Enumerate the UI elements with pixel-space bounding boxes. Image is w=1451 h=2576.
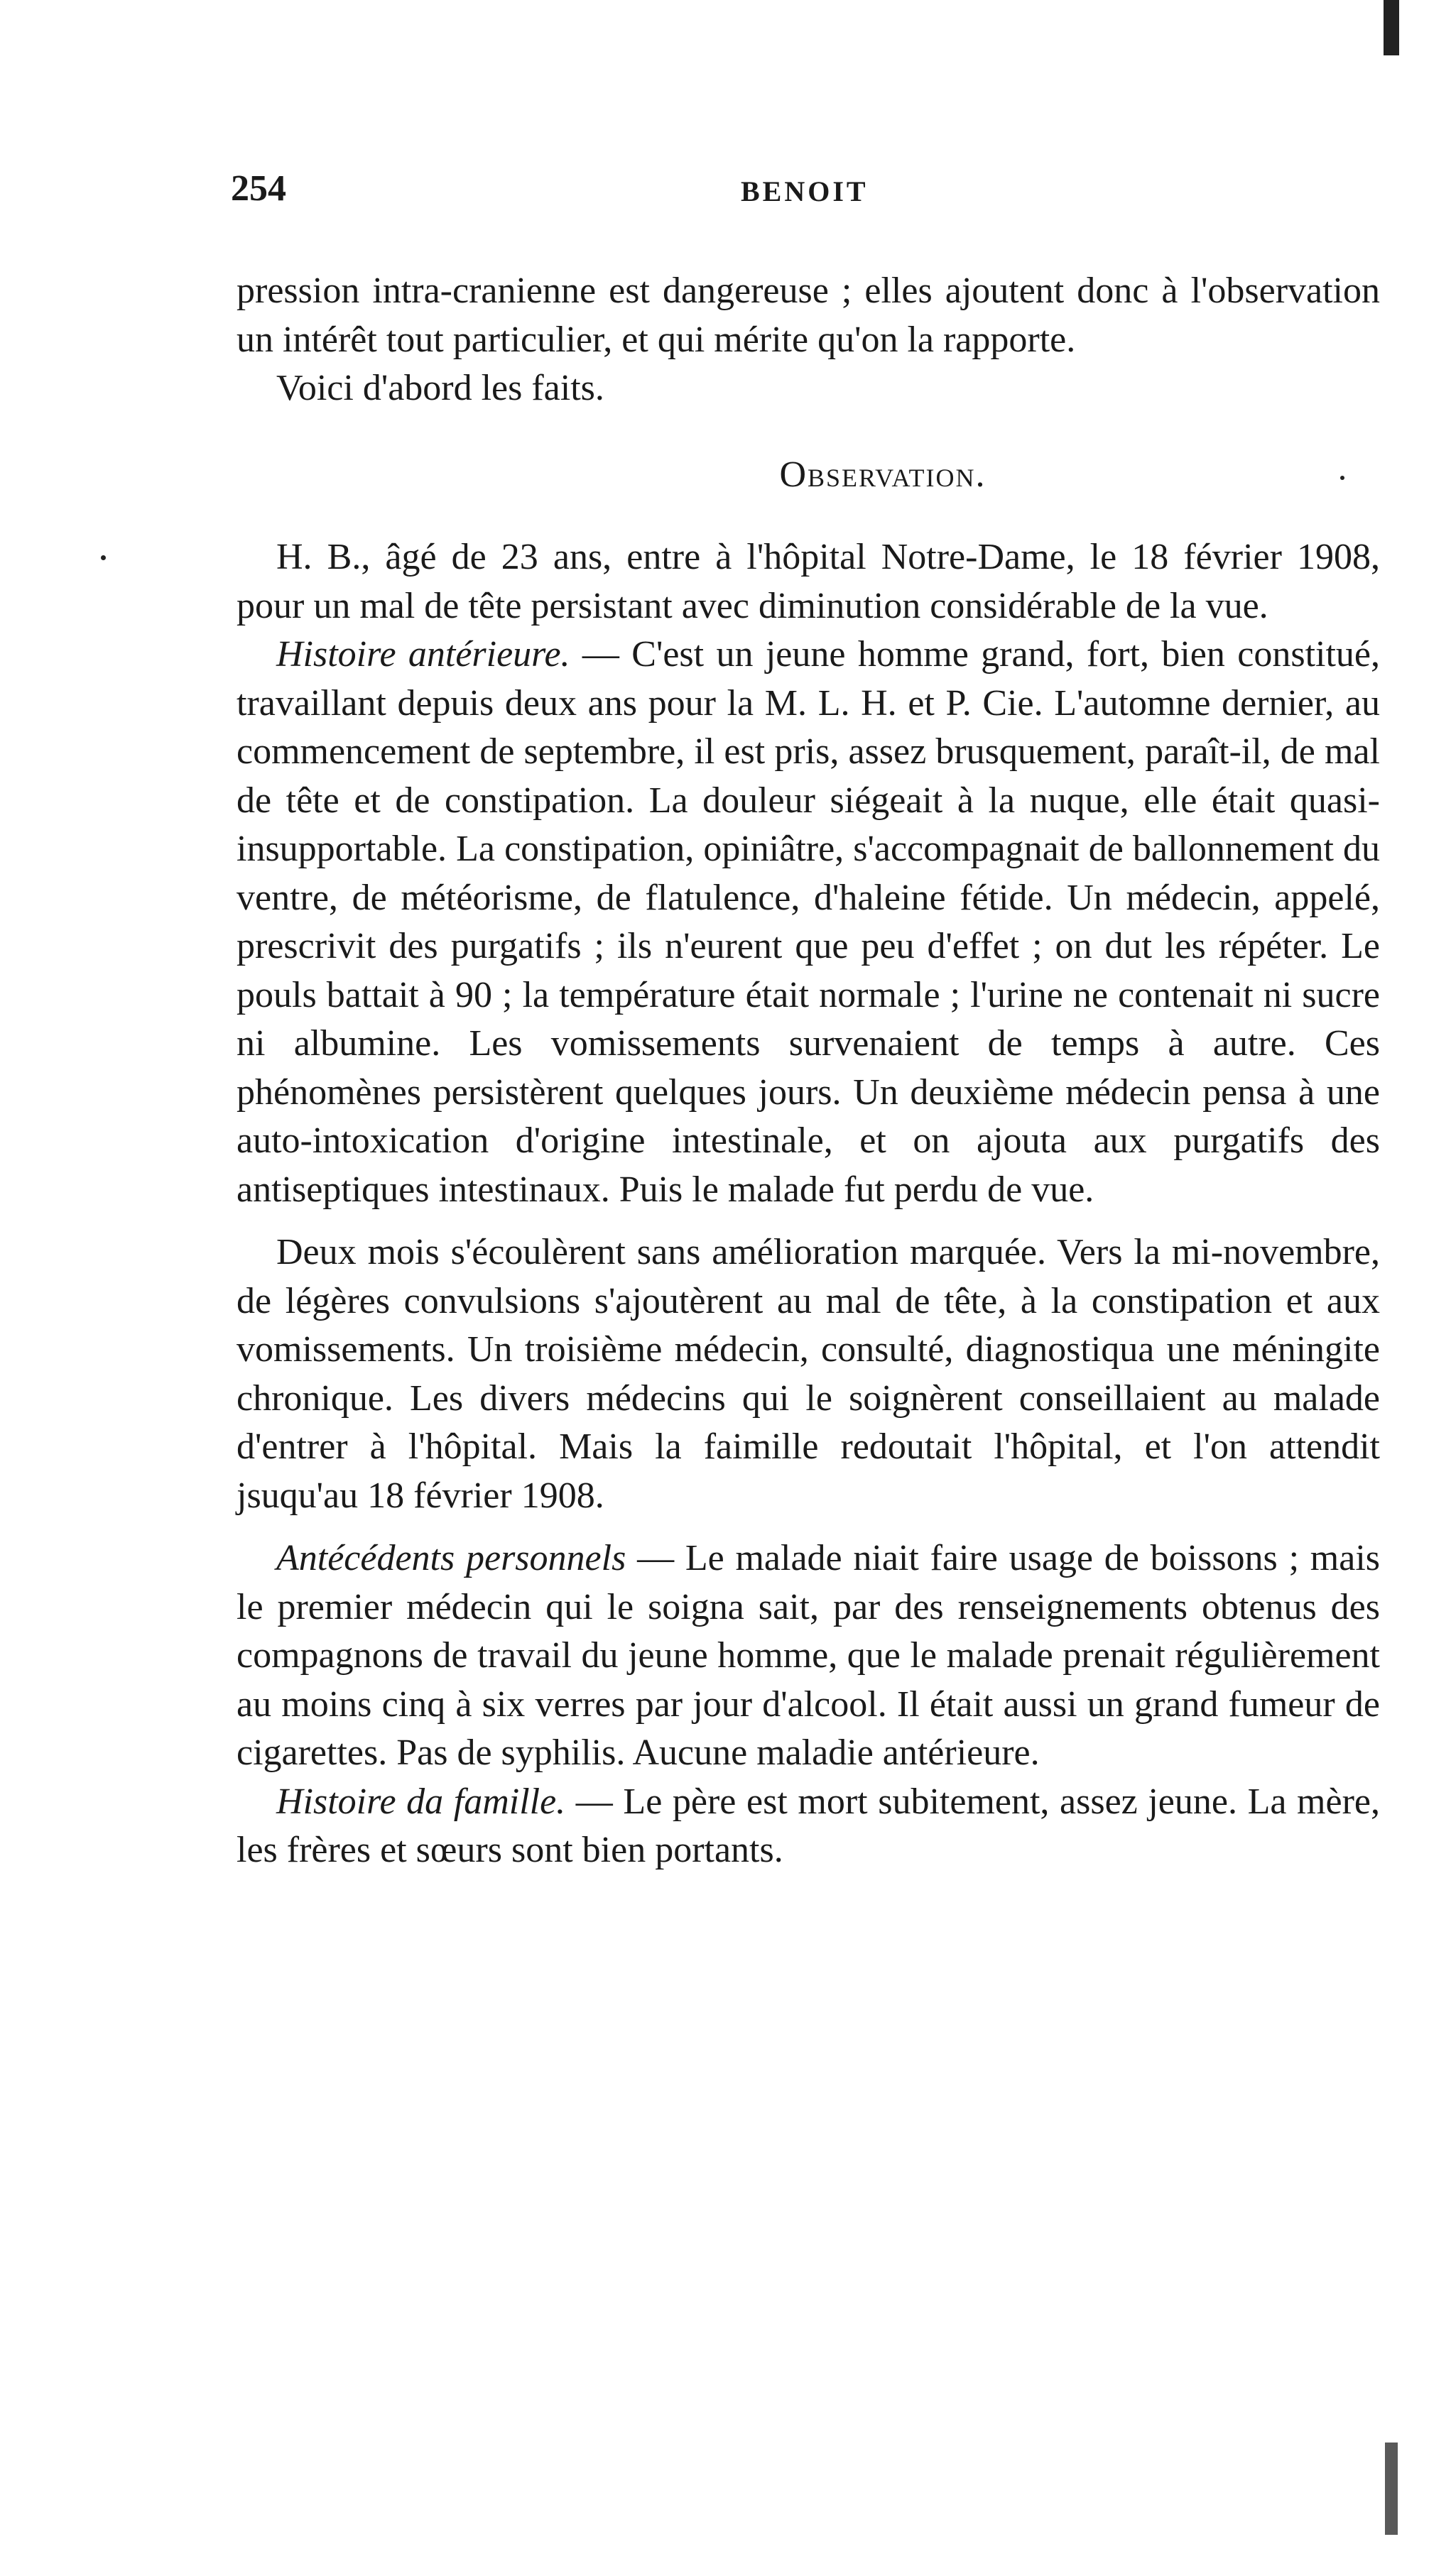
paragraph-family (237, 1778, 1380, 1875)
paragraph-antecedents (237, 1534, 1380, 1778)
paragraph-history (237, 631, 1380, 1214)
body-text (237, 267, 1380, 1875)
running-title: BENOIT (741, 175, 869, 207)
scan-speck-right (1340, 476, 1344, 480)
paragraph-patient: H. B., âgé de 23 ans, entre à l'hôpital Notre-Dame, le 18 février 1908, pour un mal de tête persistant avec diminution considérable de la vue. (237, 537, 1380, 626)
running-head (231, 168, 1364, 224)
paragraph-evolution: Deux mois s'écoulèrent sans amélioration marquée. Vers la mi-novembre, de légères convulsions s'ajoutèrent au mal de tête, à la constipation et aux vomissements. Un troisième médecin, consulté, diagnostiqua une méningite chronique. Les divers médecins qui le soignèrent conseillaient au malade d'entrer à l'hôpital. Mais la faimille redoutait l'hôpital, et l'on attendit jsuqu'au 18 février 1908. (237, 1232, 1380, 1516)
history-label: Histoire antérieure. (276, 634, 570, 675)
antecedents-text: — Le malade niait faire usage de boissons ; mais le premier médecin qui le soigna sait, par des renseignements obtenus des compagnons de travail du jeune homme, que le malade prenait régulièrement au moins cinq à six verres par jour d'alcool. Il était aussi un grand fumeur de cigarettes. Pas de syphilis. Aucune maladie antérieure. (237, 1538, 1380, 1773)
family-label: Histoire da famille. (276, 1781, 566, 1822)
scan-speck-left (101, 555, 106, 560)
page-number: 254 (231, 168, 286, 209)
scan-mark-bottom-right (1385, 2443, 1398, 2535)
family-text: — Le père est mort subitement, assez jeune. La mère, les frères et sœurs sont bien portants. (237, 1781, 1380, 1870)
paragraph-facts: Voici d'abord les faits. (276, 368, 604, 408)
section-heading: Observation. (779, 454, 987, 495)
antecedents-label: Antécédents personnels (276, 1538, 626, 1578)
history-text: — C'est un jeune homme grand, fort, bien constitué, travaillant depuis deux ans pour la M. L. H. et P. Cie. L'automne dernier, au commencement de septembre, il est pris, assez brusquement, paraît-il, de mal de tête et de constipation. La douleur siégeait à la nuque, elle était quasi-insupportable. La constipation, opiniâtre, s'accompagnait de ballonnement du ventre, de météorisme, de flatulence, d'haleine fétide. Un médecin, appelé, prescrivit des purgatifs ; ils n'eurent que peu d'effet ; on dut les répéter. Le pouls battait à 90 ; la température était normale ; l'urine ne contenait ni sucre ni albumine. Les vomissements survenaient de temps à autre. Ces phénomènes persistèrent quelques jours. Un deuxième médecin pensa à une auto-intoxication d'origine intestinale, et on ajouta aux purgatifs des antiseptiques intestinaux. Puis le malade fut perdu de vue. (237, 634, 1380, 1210)
paragraph-intro: pression intra-cranienne est dangereuse ; elles ajoutent donc à l'observation un intérêt tout particulier, et qui mérite qu'on la rapporte. (237, 271, 1380, 360)
scan-mark-top-right (1384, 0, 1399, 55)
